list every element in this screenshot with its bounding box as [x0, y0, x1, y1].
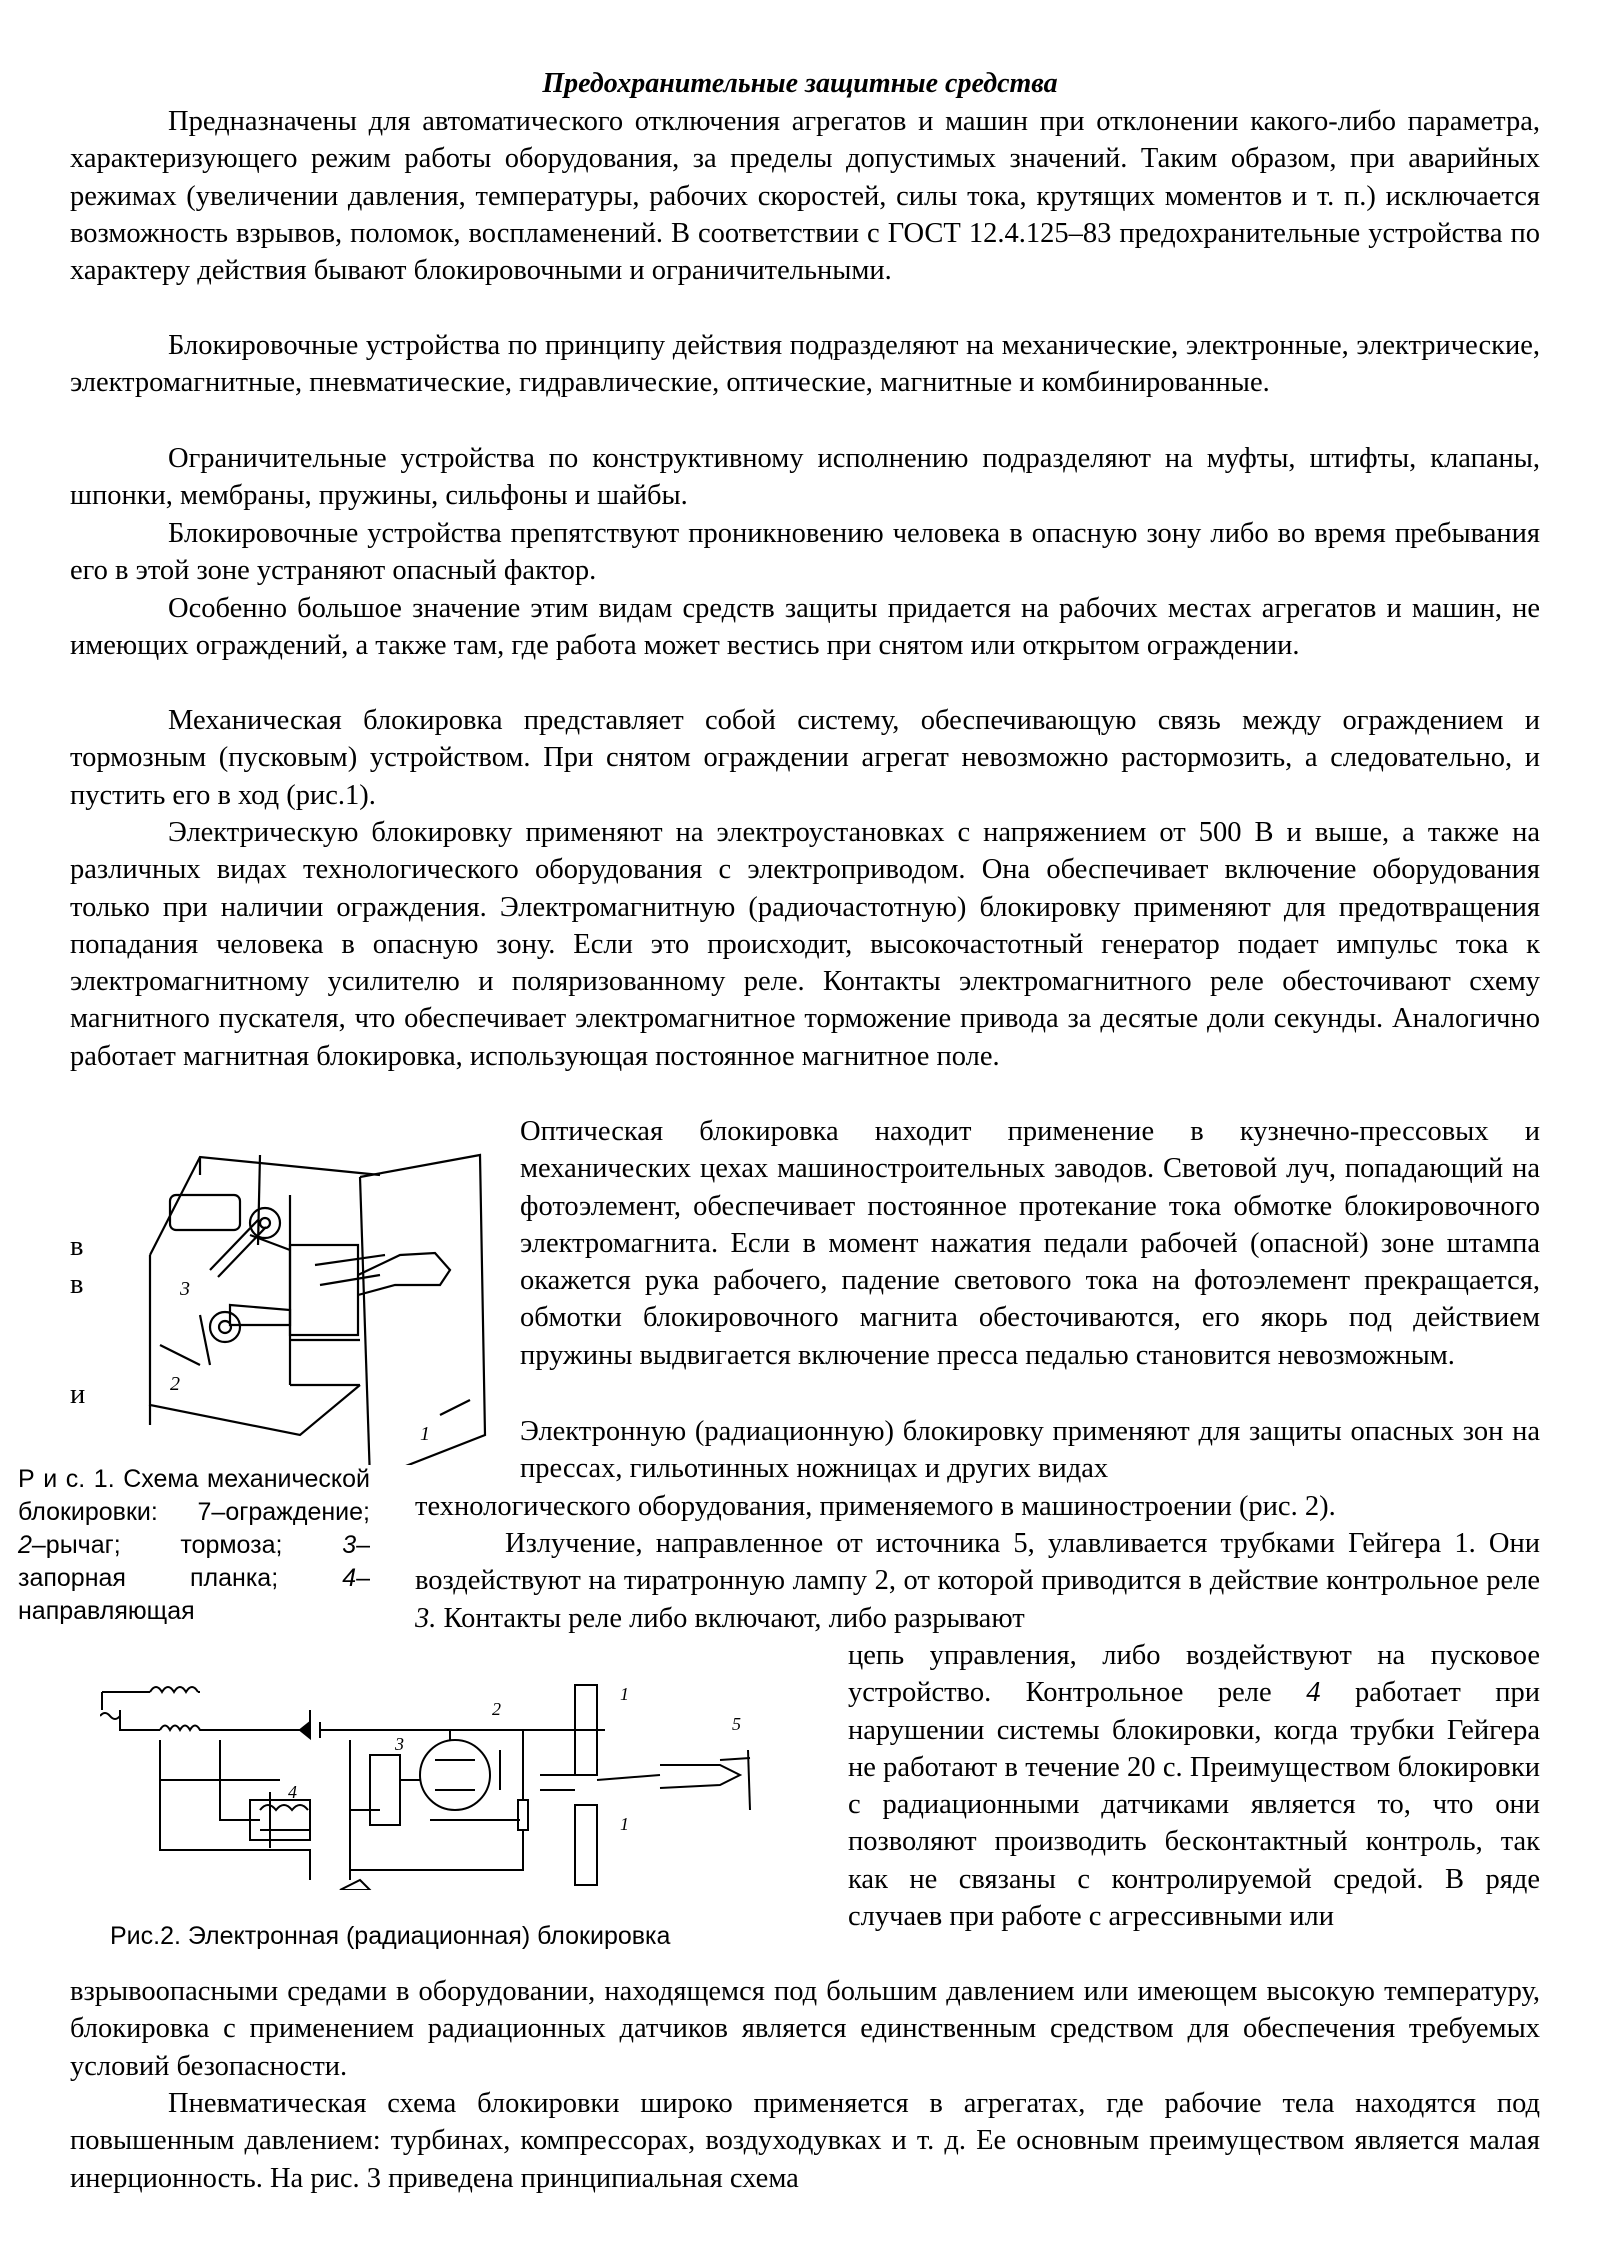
figure1-label-3: 3: [180, 1278, 190, 1300]
figure2-label-5: 5: [732, 1714, 741, 1734]
figure-radiation-circuit: [100, 1680, 770, 1890]
figure1-caption-t1: –ограждение;: [211, 1498, 370, 1526]
paragraph-radiation-d: взрывоопасными средами в оборудовании, находящемся под большим давлением или имеющем высокую температуру, блокировка с применением радиационных датчиков является единственным средством для обеспечения требуемых условий безопасности.: [70, 1976, 1540, 2082]
figure1-caption-n2: 2: [18, 1531, 32, 1559]
paragraph-limiting-types: Ограничительные устройства по конструктивному исполнению подразделяют на муфты, штифты, клапаны, шпонки, мембраны, пружины, сильфоны и шайбы.: [70, 443, 1540, 512]
figure1-caption-n1: 7: [197, 1498, 212, 1526]
figure1-label-2: 2: [170, 1373, 180, 1395]
figure2-caption: Рис.2. Электронная (радиационная) блокировка: [110, 1922, 671, 1950]
relay-number-4: 4: [1306, 1677, 1321, 1709]
radiation-text-a: Излучение, направленное от источника 5, улавливается трубками Гейгера 1. Они воздействуют на тиратронную лампу 2, от которой приводится в действие контрольное реле: [415, 1528, 1540, 1597]
paragraph-radiation-c: [848, 1637, 1540, 1935]
radiation-text-b: Контакты реле либо включают, либо разрывают: [443, 1602, 1025, 1634]
paragraph-electronic-b: технологического оборудования, применяемого в машиностроении (рис. 2).: [415, 1491, 1336, 1522]
margin-letter: и: [70, 1379, 86, 1410]
figure1-caption-t3: –запорная планка;: [18, 1531, 370, 1592]
figure1-caption-t2: –рычаг; тормоза;: [31, 1531, 283, 1559]
page-title: Предохранительные защитные средства: [542, 68, 1058, 99]
paragraph-electronic-a: Электронную (радиационную) блокировку применяют для защиты опасных зон на прессах, гильотинных ножницах и других видах: [520, 1416, 1540, 1485]
figure1-caption-t4: –направляющая: [18, 1564, 370, 1625]
relay-number-3: 3.: [415, 1602, 437, 1634]
figure1-label-1: 1: [420, 1423, 430, 1445]
paragraph-radiation-a: [415, 1525, 1540, 1637]
figure2-label-2: 2: [492, 1699, 501, 1719]
paragraph-importance: Особенно большое значение этим видам средств защиты придается на рабочих местах агрегатов и машин, не имеющих ограждений, а также там, где работа может вестись при снятом или открытом ограждении.: [70, 593, 1540, 662]
margin-letter: в: [70, 1269, 84, 1300]
figure1-caption-n4: 4: [342, 1564, 357, 1592]
paragraph-optical: Оптическая блокировка находит применение в кузнечно-прессовых и механических цехах машиностроительных заводов. Световой луч, попадающий на фотоэлемент, обеспечивает постоянное протекание тока обмотке блокировочного электромагнита. Если в момент нажатия педали рабочей (опасной) зоне штампа окажется рука рабочего, падение светового тока на фотоэлемент прекращается, обмотки блокировочного магнита обесточиваются, его якорь под действием пружины выдвигается включение пресса педалью становится невозможным.: [520, 1116, 1540, 1371]
figure2-label-1-bottom: 1: [620, 1814, 629, 1834]
paragraph-blocking-types: Блокировочные устройства по принципу действия подразделяют на механические, электронные, электрические, электромагнитные, пневматические, гидравлические, оптические, магнитные и комбинированные.: [70, 330, 1540, 399]
figure1-caption: [18, 1463, 370, 1628]
figure2-label-3: 3: [395, 1734, 404, 1754]
paragraph-electrical: Электрическую блокировку применяют на электроустановках с напряжением от 500 В и выше, а также на различных видах технологического оборудования с электроприводом. Она обеспечивает включение оборудования только при наличии ограждения. Электромагнитную (радиочастотную) блокировку применяют для предотвращения попадания человека в опасную зону. Если это происходит, высокочастотный генератор подает импульс тока к электромагнитному усилителю и поляризованному реле. Контакты электромагнитного реле обесточивают схему магнитного пускателя, что обеспечивает электромагнитное торможение привода за десятые доли секунды. Аналогично работает магнитная блокировка, использующая постоянное магнитное поле.: [70, 817, 1540, 1072]
margin-letter: в: [70, 1231, 84, 1262]
figure2-label-1-top: 1: [620, 1684, 629, 1704]
figure-mechanical-blocking: [140, 1135, 520, 1465]
paragraph-intro: Предназначены для автоматического отключения агрегатов и машин при отклонении какого-либо параметра, характеризующего режим работы оборудования, за пределы допустимых значений. Таким образом, при аварийных режимах (увеличении давления, температуры, рабочих скоростей, силы тока, крутящих моментов и т. п.) исключается возможность взрывов, поломок, воспламенений. В соответствии с ГОСТ 12.4.125–83 предохранительные устройства по характеру действия бывают блокировочными и ограничительными.: [70, 106, 1540, 287]
figure1-caption-n3: 3: [342, 1531, 357, 1559]
paragraph-mechanical: Механическая блокировка представляет собой систему, обеспечивающую связь между ограждением и тормозным (пусковым) устройством. При снятом ограждении агрегат невозможно растормозить, а следовательно, и пустить его в ход (рис.1).: [70, 705, 1540, 811]
radiation-text-c1: цепь управления, либо воздействуют на пусковое устройство. Контрольное реле: [848, 1640, 1540, 1709]
figure2-label-4: 4: [288, 1782, 297, 1802]
radiation-text-c2: работает при нарушении системы блокировки, когда трубки Гейгера не работают в течение 20 с. Преимуществом блокировки с радиационными датчиками является то, что они позволяют производить бесконтактный контроль, так как не связаны с контролируемой средой. В ряде случаев при работе с агрессивными или: [848, 1677, 1541, 1933]
paragraph-blocking-purpose: Блокировочные устройства препятствуют проникновению человека в опасную зону либо во время пребывания его в этой зоне устраняют опасный фактор.: [70, 518, 1540, 587]
paragraph-pneumatic: Пневматическая схема блокировки широко применяется в агрегатах, где рабочие тела находятся под повышенным давлением: турбинах, компрессорах, воздуходувках и т. д. Ее основным преимуществом является малая инерционность. На рис. 3 приведена принципиальная схема: [70, 2088, 1540, 2194]
figure1-caption-lead: Р и с. 1. Схема механической блокировки:: [18, 1465, 370, 1526]
